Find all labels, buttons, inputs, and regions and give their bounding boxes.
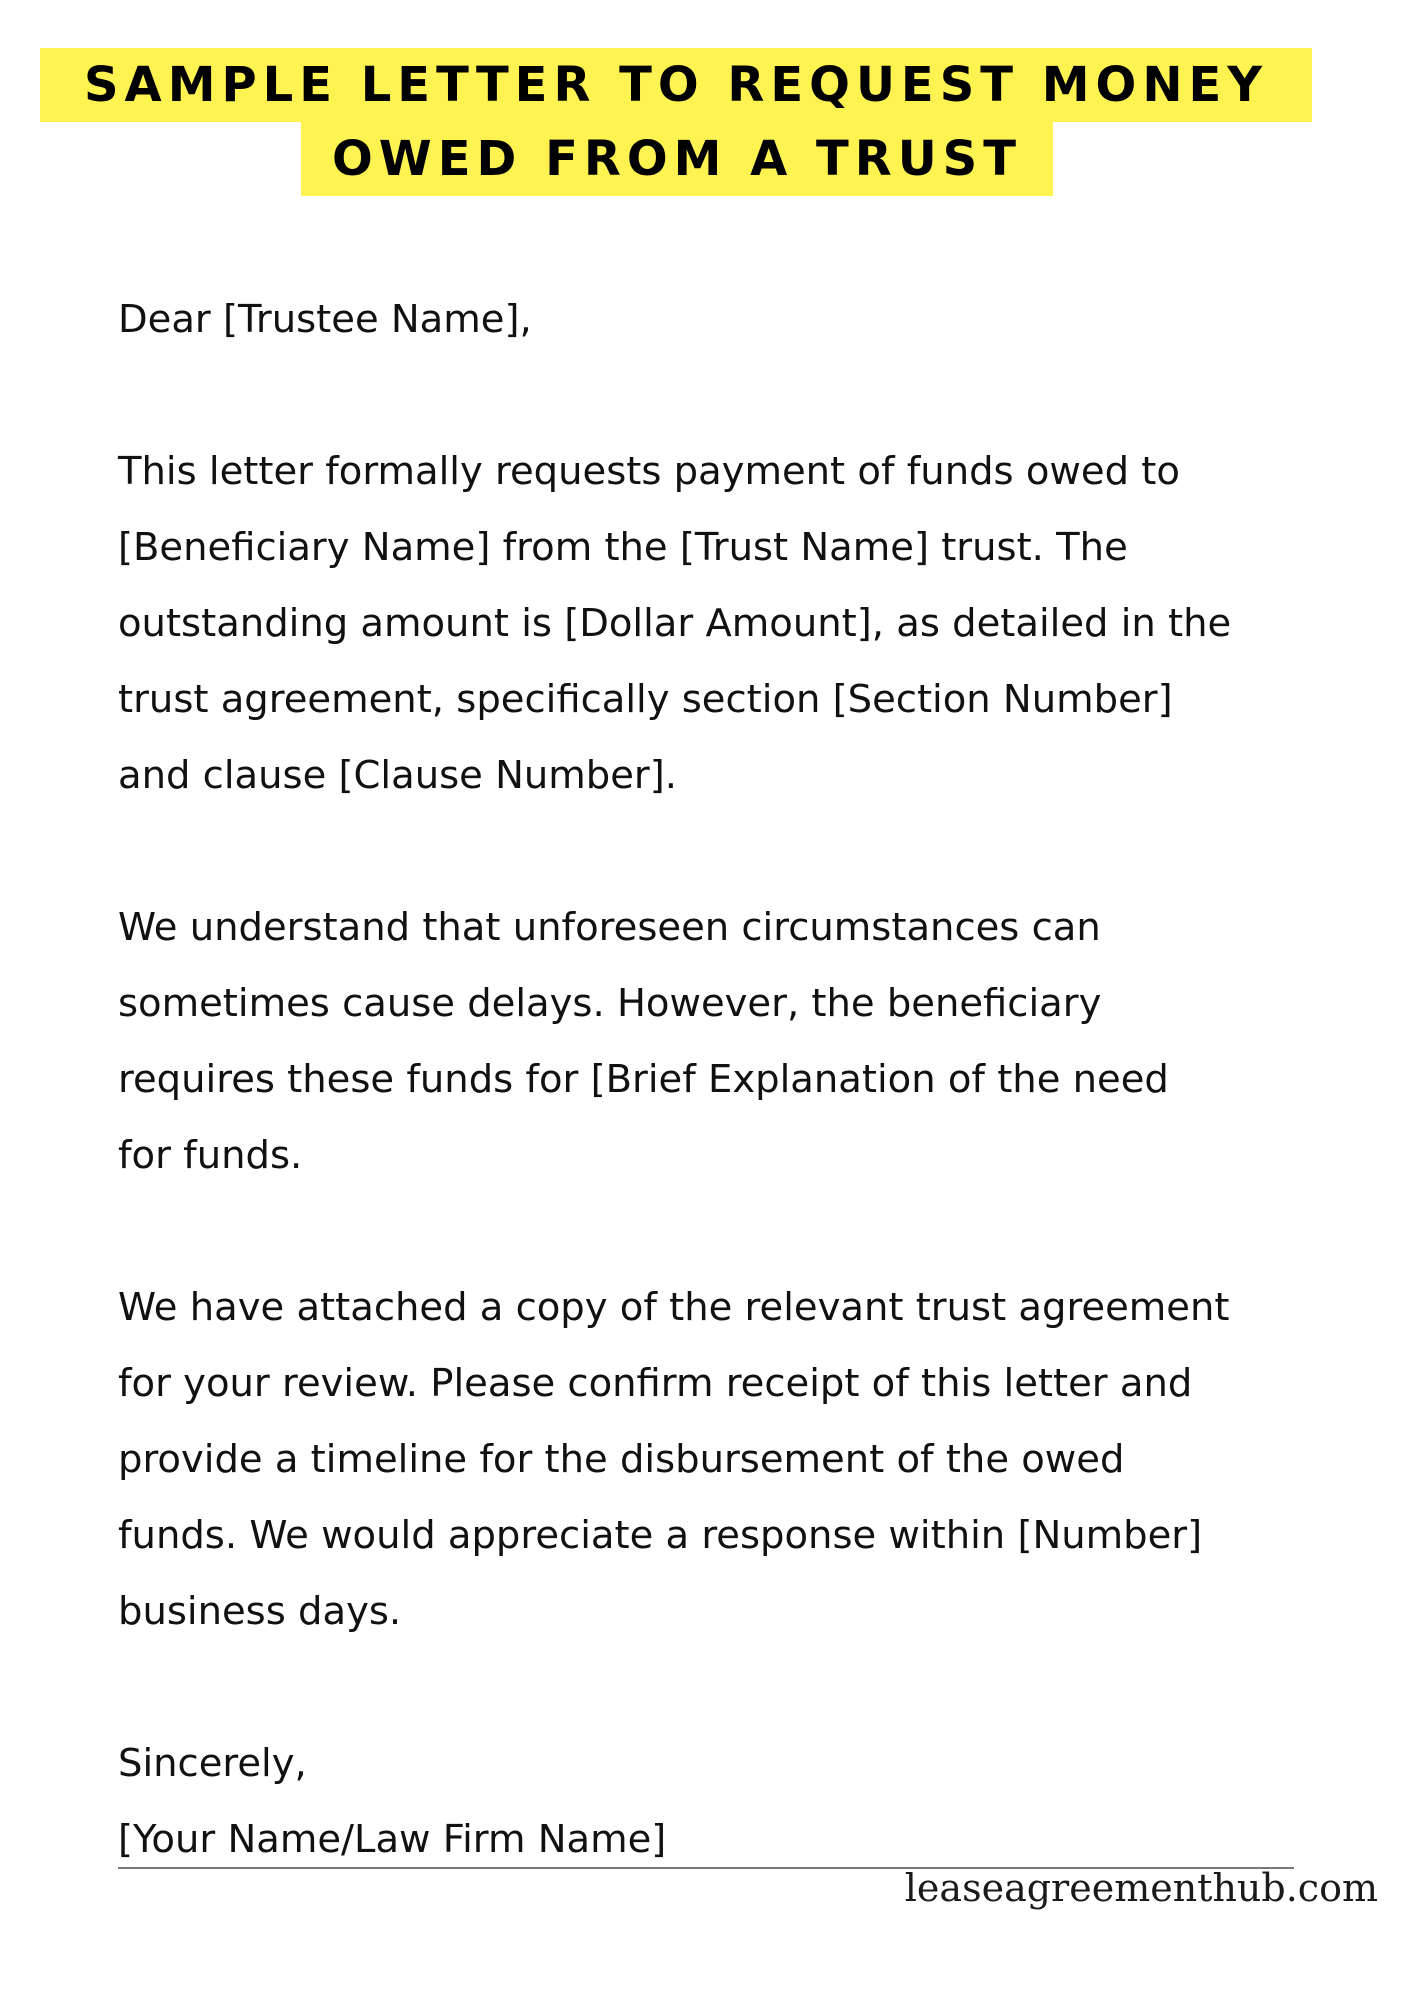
paragraph-line: for funds. bbox=[118, 1133, 303, 1178]
title-line-2: OWED FROM A TRUST bbox=[301, 122, 1053, 196]
paragraph-line: trust agreement, specifically section [Section Number] bbox=[118, 677, 1173, 722]
closing: Sincerely, bbox=[118, 1741, 307, 1786]
paragraph-line: and clause [Clause Number]. bbox=[118, 753, 678, 798]
paragraph-line: funds. We would appreciate a response within [Number] bbox=[118, 1513, 1203, 1558]
paragraph-line: for your review. Please confirm receipt of this letter and bbox=[118, 1361, 1193, 1406]
title-line-1: SAMPLE LETTER TO REQUEST MONEY bbox=[40, 48, 1312, 122]
paragraph-1 bbox=[118, 434, 1348, 814]
paragraph-line: sometimes cause delays. However, the beneficiary bbox=[118, 981, 1102, 1026]
letter-body bbox=[118, 282, 1348, 1878]
paragraph-2 bbox=[118, 890, 1348, 1194]
paragraph-line: business days. bbox=[118, 1589, 402, 1634]
site-watermark: leaseagreementhub.com bbox=[904, 1866, 1378, 1910]
paragraph-line: outstanding amount is [Dollar Amount], as detailed in the bbox=[118, 601, 1232, 646]
paragraph-line: This letter formally requests payment of funds owed to bbox=[118, 449, 1180, 494]
spacer bbox=[118, 1650, 1348, 1726]
paragraph-3 bbox=[118, 1270, 1348, 1650]
signature-name: [Your Name/Law Firm Name] bbox=[118, 1817, 667, 1862]
paragraph-line: We understand that unforeseen circumstances can bbox=[118, 905, 1101, 950]
spacer bbox=[118, 814, 1348, 890]
paragraph-line: provide a timeline for the disbursement of the owed bbox=[118, 1437, 1125, 1482]
spacer bbox=[118, 1194, 1348, 1270]
paragraph-line: [Beneficiary Name] from the [Trust Name] trust. The bbox=[118, 525, 1128, 570]
spacer bbox=[118, 358, 1348, 434]
paragraph-line: We have attached a copy of the relevant trust agreement bbox=[118, 1285, 1230, 1330]
salutation: Dear [Trustee Name], bbox=[118, 297, 532, 342]
paragraph-line: requires these funds for [Brief Explanation of the need bbox=[118, 1057, 1169, 1102]
